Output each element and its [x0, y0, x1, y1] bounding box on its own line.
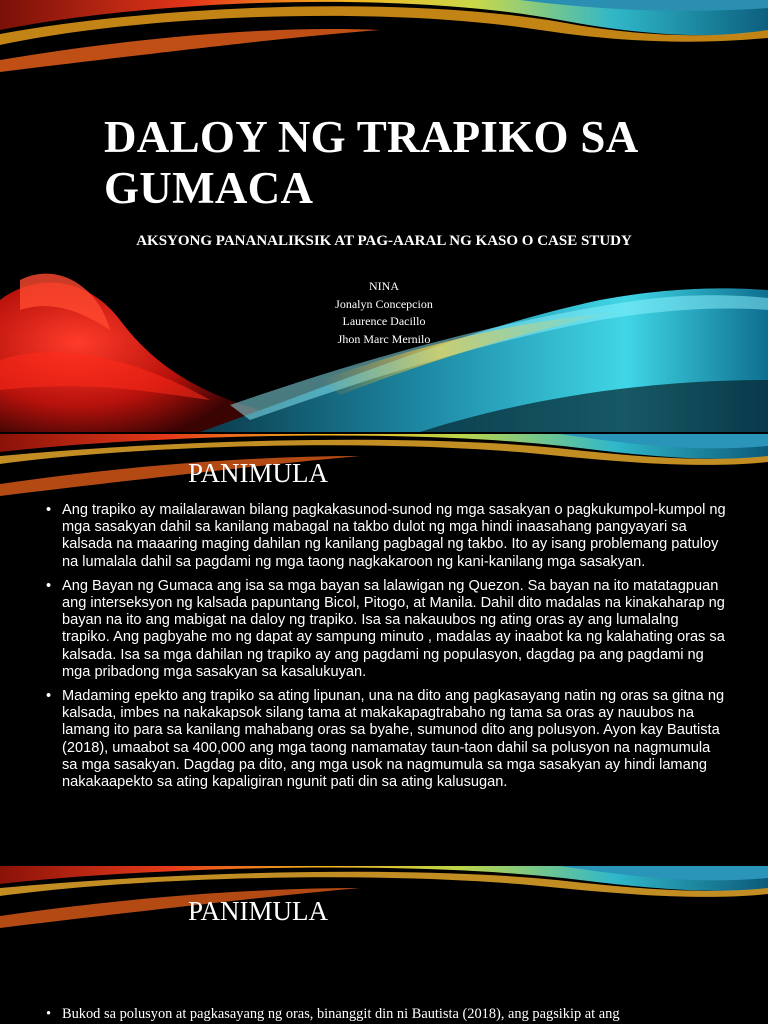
list-item — [46, 502, 726, 571]
bullet-marker: • — [46, 502, 52, 518]
list-item-text: Madaming epekto ang trapiko sa ating lipunan, una na dito ang pagkasayang natin ng oras sa gitna ng kalsada, imbes na nakakapsok silang tama at makakapagtrabaho ng tama sa oras ay nauubos na lamang ito para sa kanilang mahabang oras sa byahe, sumunod dito ang polusyon. Ayon kay Bautista (2018), umaabot sa 400,000 ang mga taong namamatay taun-taon dahil sa polusyon na nagmumula sa mga sasakyan. Dagdag pa dito, ang mga usok na nagmumula sa mga sasakyan ay hindi lamang nakakaapekto sa ating kapaligiran ngunit pati din sa ating kalusugan. — [62, 688, 725, 791]
bullet-list — [46, 502, 726, 798]
introduction-slide-continued — [0, 866, 768, 1024]
list-item-text: Ang trapiko ay mailalarawan bilang pagkakasunod-sunod ng mga sasakyan o pagkukumpol-kumpol ng mga sasakyan dahil sa kanilang mabagal na takbo dulot ng mga hindi inaasahang pangyayari sa kalsada na maaaring maging dahilan ng kanilang pagbagal ng takbo. Ito ay isang problemang patuloy na lumalala dahil sa pagdami ng mga taong nagkakaroon ng kani-kanilang mga sasakyan. — [62, 502, 726, 570]
list-item-text: Ang Bayan ng Gumaca ang isa sa mga bayan sa lalawigan ng Quezon. Sa bayan na ito matatagpuan ang interseksyon ng kalsada papuntang Bicol, Pitogo, at Manila. Dahil dito madalas na kinakaharap ng bayan na ito ang mabigat na daloy ng trapiko. Isa sa nakauubos ng ating oras ay ang lumalalng trapiko. Ang pagbyahe mo ng dapat ay sampung minuto , madalas ay inaabot ka ng kalahating oras sa kalsada. Isa sa mga dahilan ng trapiko ay ang pagdami ng populasyon, dagdag pa ang pagdami ng mga pribadong mga sasakyan sa kasalukuyan. — [62, 577, 725, 680]
list-item — [46, 688, 726, 791]
author-list — [234, 278, 534, 348]
bullet-list — [46, 1006, 726, 1024]
author-name: Jhon Marc Mernilo — [337, 331, 431, 346]
presentation-subtitle: AKSYONG PANANALIKSIK AT PAG-AARAL NG KASO O CASE STUDY — [136, 233, 632, 249]
list-item — [46, 1006, 726, 1023]
presentation-title: DALOY NG TRAPIKO SA GUMACA — [104, 112, 637, 213]
swirl-background — [0, 0, 768, 432]
bullet-marker: • — [46, 1006, 52, 1022]
section-heading: PANIMULA — [188, 458, 329, 488]
list-item — [46, 578, 726, 681]
list-item-text: Bukod sa polusyon at pagkasayang ng oras, binanggit din ni Bautista (2018), ang pagsikip at ang — [62, 1006, 620, 1022]
section-heading: PANIMULA — [188, 896, 329, 926]
author-name: Jonalyn Concepcion — [335, 296, 433, 311]
author-name: Laurence Dacillo — [342, 314, 426, 328]
top-swoosh-decoration — [0, 866, 768, 946]
title-slide — [0, 0, 768, 432]
bullet-marker: • — [46, 688, 52, 705]
by-label: NINA — [369, 279, 399, 293]
bullet-marker: • — [46, 577, 52, 594]
introduction-slide — [0, 434, 768, 864]
